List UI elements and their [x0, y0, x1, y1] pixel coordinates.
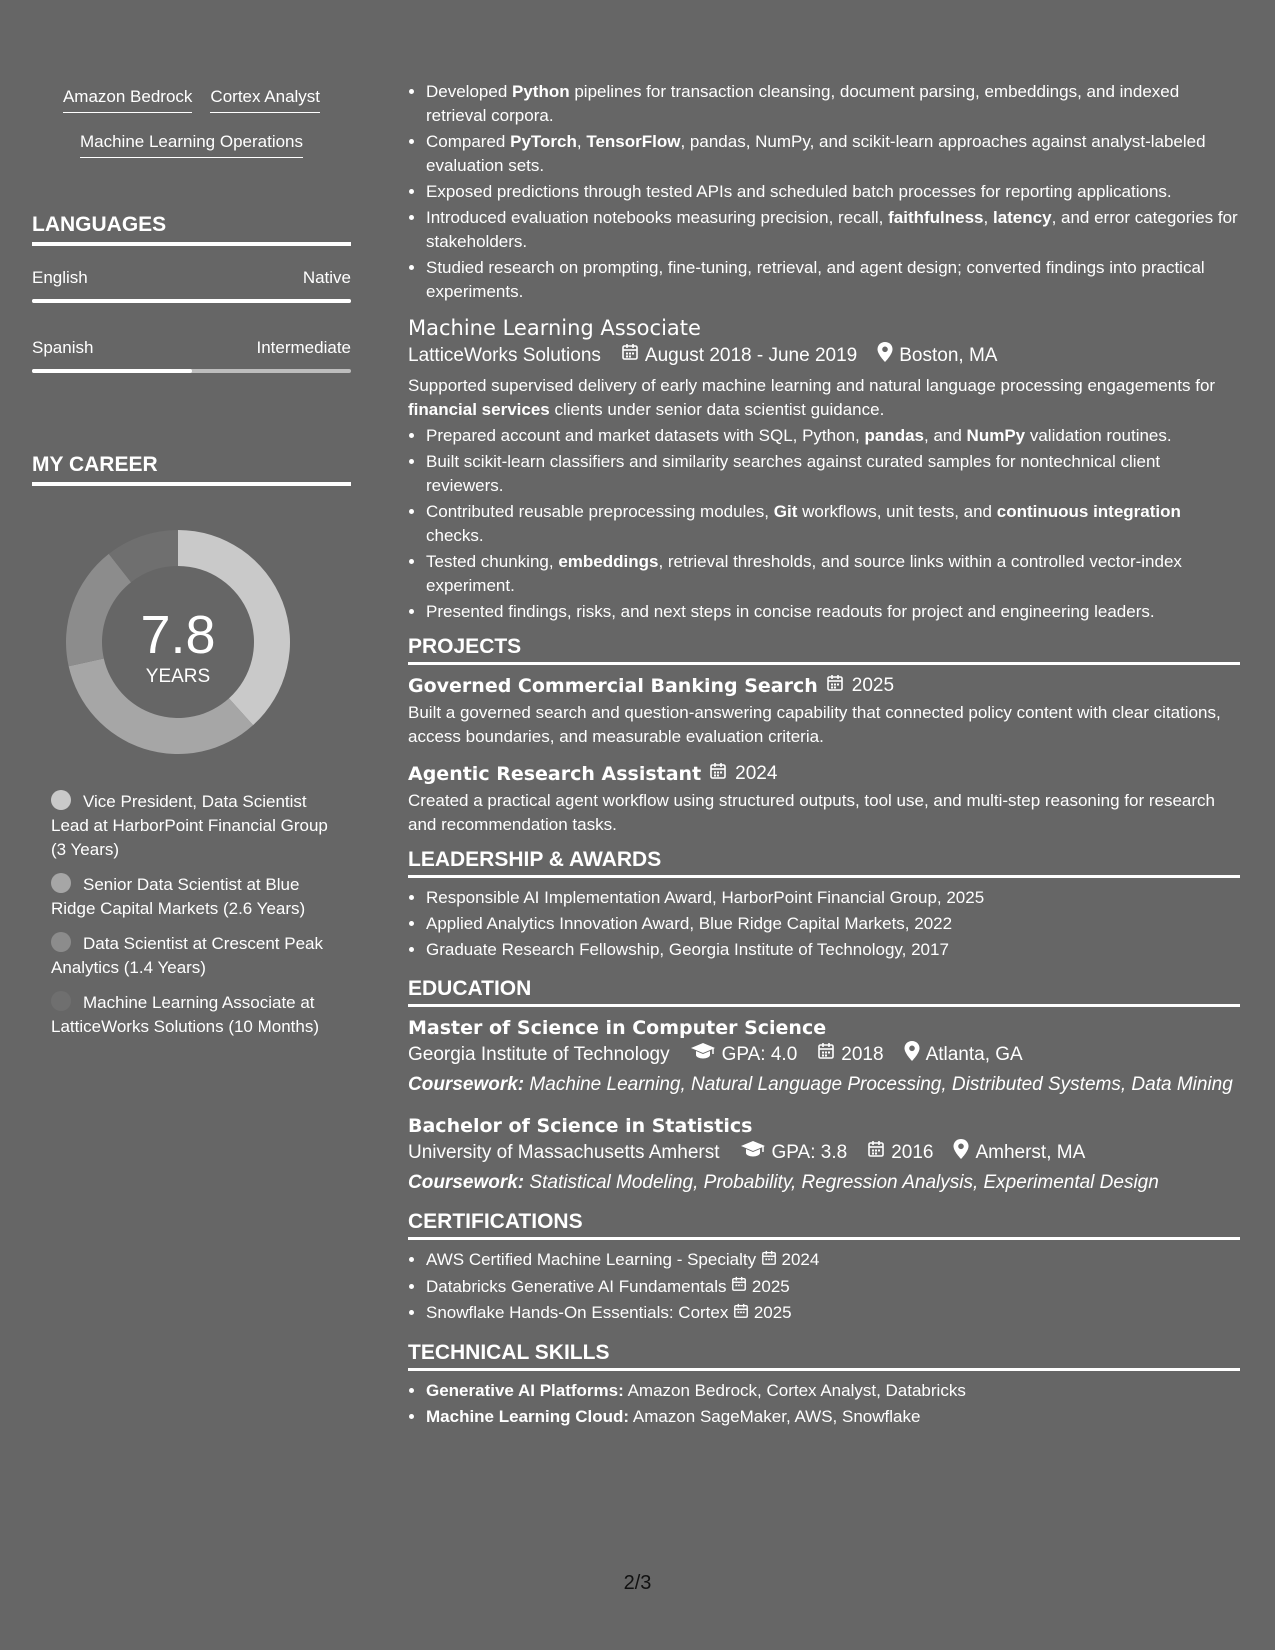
certification-name: Snowflake Hands-On Essentials: Cortex	[426, 1303, 734, 1323]
career-legend-text: Data Scientist at Crescent Peak Analytics (1.4 Years)	[51, 934, 324, 977]
degree-title: Master of Science in Computer Science	[408, 1017, 827, 1039]
certification-year: 2025	[747, 1276, 790, 1296]
skills-heading: TECHNICAL SKILLS	[408, 1340, 1240, 1371]
school-location: Atlanta, GA	[925, 1044, 1023, 1065]
certification-item	[426, 1248, 1240, 1273]
project-description: Built a governed search and question-answering capability that connected policy content with clear citations, access boundaries, and measurable evaluation criteria.	[408, 703, 1221, 746]
experience-bullet: • Developed Python pipelines for transaction cleansing, document parsing, embeddings, and indexed retrieval corpora.	[426, 80, 1240, 128]
skill-value: Amazon Bedrock, Cortex Analyst, Databricks	[627, 1380, 966, 1400]
experience-bullet: • Exposed predictions through tested APIs and scheduled batch processes for reporting applications.	[426, 180, 1240, 204]
project-name: Agentic Research Assistant	[408, 763, 702, 785]
language-proficiency-fill	[32, 369, 192, 373]
awards-heading: LEADERSHIP & AWARDS	[408, 847, 1240, 878]
certification-name: AWS Certified Machine Learning - Specialty	[426, 1250, 761, 1269]
map-pin-icon	[877, 342, 893, 370]
language-row	[32, 338, 351, 358]
certification-year: 2025	[749, 1303, 792, 1323]
gpa: GPA: 4.0	[721, 1044, 798, 1065]
certifications-list	[408, 1248, 1240, 1326]
page-number: 2/3	[623, 1572, 652, 1594]
language-proficiency-fill	[32, 299, 351, 303]
education-list	[408, 1015, 1240, 1195]
school-name: Georgia Institute of Technology	[408, 1044, 670, 1065]
job-location: Boston, MA	[899, 345, 998, 366]
experience-bullets	[408, 80, 1240, 304]
legend-dot	[51, 932, 71, 952]
project-title	[408, 761, 1240, 787]
calendar-icon	[733, 1302, 749, 1326]
calendar-icon	[731, 1275, 747, 1299]
skill-label: Machine Learning Cloud:	[426, 1406, 630, 1426]
skill-item	[426, 1379, 1240, 1403]
coursework: Coursework: Machine Learning, Natural Language Processing, Distributed Systems, Data Mining	[408, 1074, 1233, 1095]
school-location: Amherst, MA	[975, 1142, 1086, 1163]
certification-name: Databricks Generative AI Fundamentals	[426, 1276, 732, 1296]
project-title	[408, 673, 1240, 699]
job-bullet: • Contributed reusable preprocessing modules, Git workflows, unit tests, and continuous integration checks.	[426, 500, 1240, 548]
job-bullet: • Tested chunking, embeddings, retrieval thresholds, and source links within a controlled vector-index experiment.	[426, 550, 1240, 598]
calendar-icon	[817, 1042, 835, 1068]
experience-bullet: • Compared PyTorch, TensorFlow, pandas, NumPy, and scikit-learn approaches against analyst-labeled evaluation sets.	[426, 130, 1240, 178]
award-item: • Applied Analytics Innovation Award, Blue Ridge Capital Markets, 2022	[426, 912, 1240, 936]
project-name: Governed Commercial Banking Search	[408, 675, 818, 697]
skill-tag[interactable]: Machine Learning Operations	[80, 131, 303, 158]
career-legend-text: Vice President, Data Scientist Lead at HarborPoint Financial Group (3 Years)	[51, 792, 328, 859]
career-heading: MY CAREER	[32, 452, 351, 486]
calendar-icon	[621, 343, 639, 369]
education-meta	[408, 1041, 1240, 1069]
graduation-cap-icon	[690, 1042, 716, 1068]
career-unit: YEARS	[145, 666, 211, 687]
language-proficiency-bar	[32, 369, 351, 373]
awards-list	[408, 886, 1240, 962]
job-title: Machine Learning Associate	[408, 316, 701, 340]
certification-item	[426, 1275, 1240, 1300]
company-name: LatticeWorks Solutions	[408, 345, 601, 366]
graduation-year: 2016	[891, 1142, 934, 1163]
graduation-year: 2018	[841, 1044, 884, 1065]
main-content	[408, 80, 1240, 1431]
language-name: English	[32, 268, 88, 287]
coursework: Coursework: Statistical Modeling, Probability, Regression Analysis, Experimental Design	[408, 1172, 1159, 1193]
job-bullets	[408, 424, 1240, 624]
award-item: • Responsible AI Implementation Award, HarborPoint Financial Group, 2025	[426, 886, 1240, 910]
experience-bullet: • Studied research on prompting, fine-tuning, retrieval, and agent design; converted findings into practical experiments.	[426, 256, 1240, 304]
certification-year: 2024	[776, 1250, 820, 1269]
skills-list	[408, 1379, 1240, 1429]
career-donut-slice	[66, 554, 131, 666]
career-total: 7.8	[140, 605, 216, 665]
education-meta	[408, 1139, 1240, 1167]
language-row	[32, 268, 351, 288]
career-legend-item	[51, 873, 331, 921]
project-year: 2024	[735, 763, 778, 784]
gpa: GPA: 3.8	[771, 1142, 848, 1163]
job-meta	[408, 342, 1240, 370]
languages-heading: LANGUAGES	[32, 212, 351, 246]
legend-dot	[51, 873, 71, 893]
calendar-icon	[709, 761, 727, 787]
language-proficiency-bar	[32, 299, 351, 303]
certifications-heading: CERTIFICATIONS	[408, 1209, 1240, 1240]
skill-tags-row-2	[32, 131, 351, 158]
legend-dot	[51, 790, 71, 810]
career-legend	[51, 790, 331, 1050]
experience-bullet: • Introduced evaluation notebooks measuring precision, recall, faithfulness, latency, and error categories for stakeholders.	[426, 206, 1240, 254]
project-description: Created a practical agent workflow using structured outputs, tool use, and multi-step reasoning for research and recommendation tasks.	[408, 791, 1215, 834]
job-summary: Supported supervised delivery of early machine learning and natural language processing engagements for financial services clients under senior data scientist guidance.	[408, 376, 1216, 419]
projects-heading: PROJECTS	[408, 634, 1240, 665]
calendar-icon	[867, 1140, 885, 1166]
project-year: 2025	[851, 675, 895, 696]
degree-title: Bachelor of Science in Statistics	[408, 1115, 753, 1137]
job-bullet: • Prepared account and market datasets with SQL, Python, pandas, and NumPy validation routines.	[426, 424, 1240, 448]
skill-tag[interactable]: Amazon Bedrock	[63, 86, 192, 113]
career-legend-item	[51, 991, 331, 1039]
job-bullet: • Presented findings, risks, and next steps in concise readouts for project and engineering leaders.	[426, 600, 1240, 624]
award-item: • Graduate Research Fellowship, Georgia Institute of Technology, 2017	[426, 938, 1240, 962]
skill-item	[426, 1405, 1240, 1429]
skill-label: Generative AI Platforms:	[426, 1380, 624, 1400]
projects-list	[408, 673, 1240, 837]
career-legend-item	[51, 790, 331, 862]
language-name: Spanish	[32, 338, 94, 357]
language-level: Intermediate	[256, 338, 351, 357]
job-bullet: • Built scikit-learn classifiers and similarity searches against curated samples for nontechnical client reviewers.	[426, 450, 1240, 498]
certification-item	[426, 1301, 1240, 1326]
graduation-cap-icon	[740, 1140, 766, 1166]
calendar-icon	[826, 673, 844, 699]
map-pin-icon	[904, 1041, 920, 1069]
career-legend-text: Senior Data Scientist at Blue Ridge Capital Markets (2.6 Years)	[51, 875, 306, 918]
legend-dot	[51, 991, 71, 1011]
calendar-icon	[761, 1249, 777, 1273]
skill-value: Amazon SageMaker, AWS, Snowflake	[632, 1406, 921, 1426]
skill-tag[interactable]: Cortex Analyst	[210, 86, 320, 113]
map-pin-icon	[953, 1139, 969, 1167]
job-dates: August 2018 - June 2019	[644, 345, 858, 366]
education-heading: EDUCATION	[408, 976, 1240, 1007]
career-donut-chart	[66, 530, 290, 754]
school-name: University of Massachusetts Amherst	[408, 1142, 720, 1163]
language-level: Native	[302, 268, 351, 287]
career-legend-text: Machine Learning Associate at LatticeWorks Solutions (10 Months)	[51, 993, 320, 1036]
career-legend-item	[51, 932, 331, 980]
skill-tags-row-1	[32, 86, 351, 113]
